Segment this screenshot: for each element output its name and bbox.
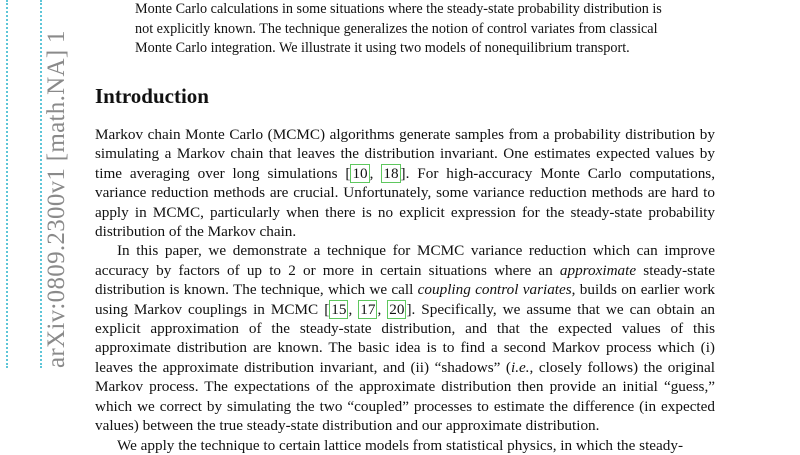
- abstract-line: not explicitly known. The technique generalizes the notion of control variates from classical: [135, 20, 658, 37]
- sidebar-dotted-frame: [6, 0, 42, 368]
- text-run: We apply the technique to certain lattice models from statistical physics, in which the steady-: [117, 436, 684, 454]
- arxiv-sidebar: [0, 0, 70, 450]
- separator: ,: [369, 164, 382, 182]
- paragraph-2: [95, 241, 715, 435]
- emphasis: coupling control variates: [417, 281, 572, 299]
- separator: ,: [377, 300, 388, 318]
- bracket: ]: [400, 164, 406, 182]
- citation-link[interactable]: 10: [352, 164, 368, 182]
- body-text: [95, 125, 715, 455]
- paragraph-3: [95, 436, 715, 455]
- text-run: Markov chain Monte Carlo (MCMC) algorithms generate samples from a probability distribution by simulating a Markov chain that leaves the distribution invariant. One estimates expected values by time averaging over long simulations: [95, 126, 715, 182]
- citation-link[interactable]: 15: [331, 300, 347, 318]
- emphasis: approximate: [559, 261, 637, 279]
- citation-link[interactable]: 17: [360, 300, 376, 318]
- arxiv-identifier: arXiv:0809.2300v1 [math.NA] 1: [43, 30, 70, 368]
- bracket: [: [345, 164, 351, 182]
- citation-link[interactable]: 18: [383, 164, 399, 182]
- text-run: steady-state distribution is known. The technique, which we call: [95, 261, 715, 299]
- text-run: . For high-accuracy Monte Carlo computations, variance reduction methods are crucial. Unfortunately, some variance reduction methods are hard to apply in MCMC, particularly when there is no explicit expression for the steady-state probability distribution of the Markov chain.: [95, 164, 716, 241]
- section-heading: Introduction: [95, 84, 209, 108]
- paragraph-1: [95, 125, 715, 241]
- text-run: , closely follows) the original Markov process. The expectations of the approximate distribution then provide an initial “guess,” which we correct by simulating the two “coupled” processes to estimate the difference (in expected values) between the true steady-state distribution and our approximate distribution.: [95, 358, 715, 435]
- text-run: ]. Specifically, we assume that we can obtain an explicit approximation of the steady-state distribution, and that the expected values of this approximate distribution are known. The basic idea is to find a second Markov process which (i) leaves the approximate distribution invariant, and (ii) “shadows” (: [95, 300, 715, 376]
- text-run: , builds on earlier work using Markov couplings in MCMC [: [95, 281, 715, 318]
- citation-group: [345, 164, 405, 183]
- separator: ,: [348, 300, 359, 318]
- abstract-line: Monte Carlo calculations in some situations where the steady-state probability distribution is: [135, 1, 662, 17]
- abstract-fragment: [135, 0, 680, 59]
- abstract-line: Monte Carlo integration. We illustrate it using two models of nonequilibrium transport.: [135, 40, 630, 56]
- citation-link[interactable]: 20: [389, 300, 405, 318]
- text-run: In this paper, we demonstrate a technique for MCMC variance reduction which can improve accuracy by factors of up to 2 or more in certain situations where an: [95, 242, 715, 279]
- emphasis: i.e.: [510, 358, 530, 376]
